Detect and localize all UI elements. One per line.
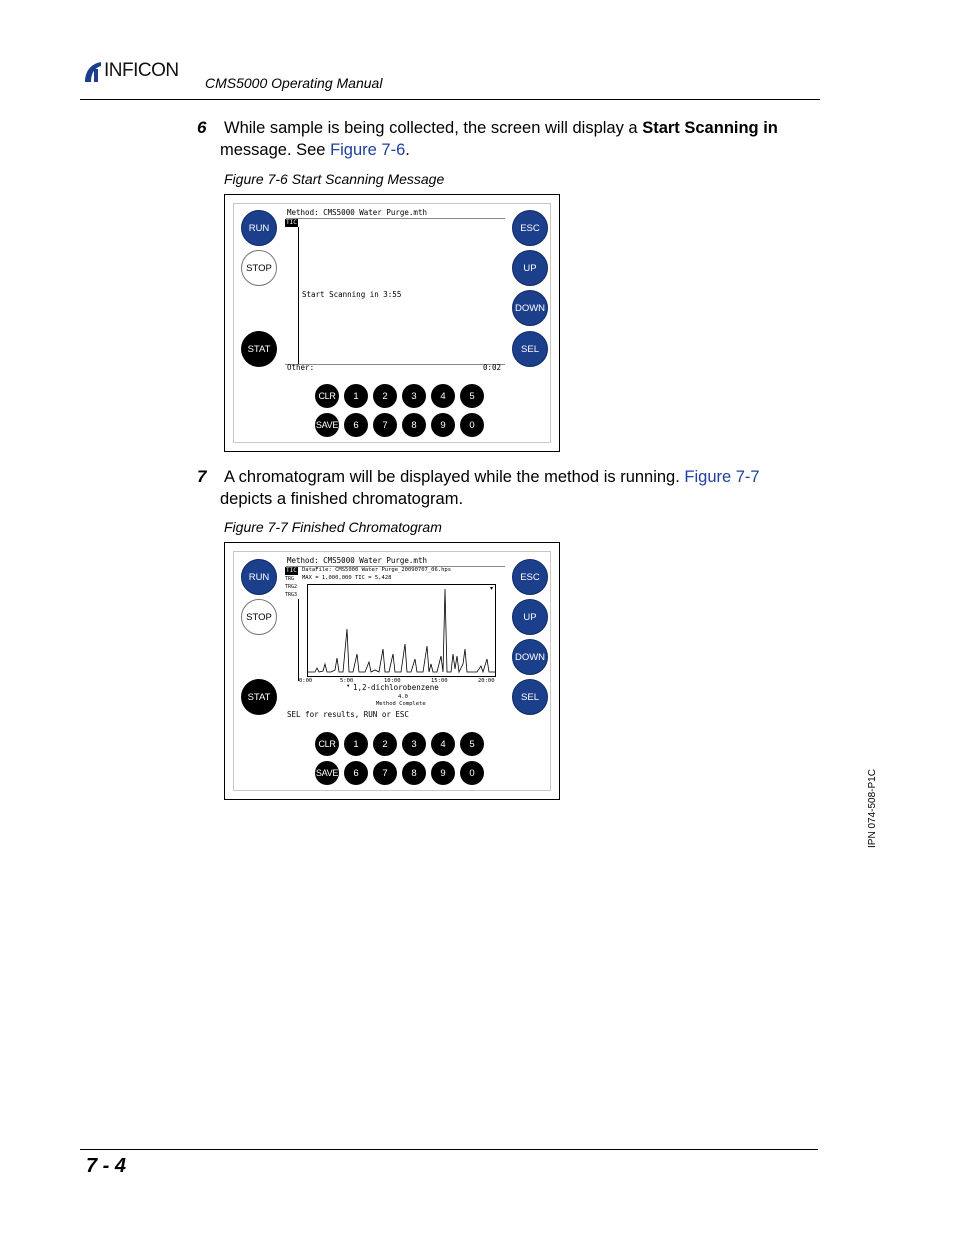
plot-axis-x	[285, 364, 505, 365]
ipn-label: IPN 074-508-P1C	[867, 769, 878, 848]
tic-tag: TIC	[286, 219, 297, 226]
marker-triangle-icon: ▼	[347, 683, 350, 688]
step-text-part: .	[405, 141, 410, 159]
retention-time: 4.0	[398, 694, 408, 700]
step-text-part: depicts a finished chromatogram.	[220, 490, 464, 508]
x-tick-label: 10:00	[384, 678, 401, 684]
key-5[interactable]: 5	[460, 384, 484, 408]
figure-caption: Figure 7-7 Finished Chromatogram	[224, 519, 442, 535]
stat-button[interactable]: STAT	[241, 679, 277, 715]
figure-link[interactable]: Figure 7-6	[330, 141, 406, 159]
step-text-part: message. See	[220, 141, 331, 159]
header-rule	[80, 99, 820, 100]
down-button[interactable]: DOWN	[512, 639, 548, 675]
key-clr[interactable]: CLR	[315, 732, 339, 756]
trace-label: TRG	[285, 576, 295, 582]
key-clr[interactable]: CLR	[315, 384, 339, 408]
key-1[interactable]: 1	[344, 732, 368, 756]
esc-button[interactable]: ESC	[512, 559, 548, 595]
datafile-label: DataFile: CMS5000 Water Purge_20090707_06.hps	[302, 567, 452, 573]
method-label: Method: CMS5000 Water Purge.mth	[287, 556, 427, 565]
sel-button[interactable]: SEL	[512, 679, 548, 715]
step-text-part: While sample is being collected, the screen will display a	[224, 119, 643, 137]
key-2[interactable]: 2	[373, 732, 397, 756]
elapsed-time: 0:02	[483, 363, 502, 372]
run-button[interactable]: RUN	[241, 210, 277, 246]
other-label: Other:	[287, 363, 315, 372]
key-0[interactable]: 0	[460, 413, 484, 437]
manual-title: CMS5000 Operating Manual	[205, 75, 383, 91]
key-8[interactable]: 8	[402, 413, 426, 437]
step-number: 6	[197, 118, 207, 137]
logo-mark-icon	[82, 60, 104, 84]
stat-button[interactable]: STAT	[241, 331, 277, 367]
key-1[interactable]: 1	[344, 384, 368, 408]
figure-link[interactable]: Figure 7-7	[684, 468, 760, 486]
esc-button[interactable]: ESC	[512, 210, 548, 246]
key-0[interactable]: 0	[460, 761, 484, 785]
key-2[interactable]: 2	[373, 384, 397, 408]
key-4[interactable]: 4	[431, 384, 455, 408]
key-4[interactable]: 4	[431, 732, 455, 756]
device-screen	[233, 203, 551, 443]
tic-tag: TIC	[286, 567, 297, 574]
key-7[interactable]: 7	[373, 761, 397, 785]
up-button[interactable]: UP	[512, 250, 548, 286]
stop-button[interactable]: STOP	[241, 250, 277, 286]
key-6[interactable]: 6	[344, 413, 368, 437]
stop-button[interactable]: STOP	[241, 599, 277, 635]
key-save[interactable]: SAVE	[315, 413, 339, 437]
chromatogram-plot	[307, 584, 497, 678]
screen-divider	[286, 218, 505, 219]
down-button[interactable]: DOWN	[512, 290, 548, 326]
footer-rule	[80, 1149, 818, 1150]
figure-caption: Figure 7-6 Start Scanning Message	[224, 171, 445, 187]
trace-label: TRG2	[285, 584, 298, 590]
x-tick-label: 15:00	[431, 678, 448, 684]
key-7[interactable]: 7	[373, 413, 397, 437]
trace-label: TRG3	[285, 592, 298, 598]
logo-text: INFICON	[104, 60, 179, 81]
figure-start-scanning	[224, 194, 560, 452]
sel-button[interactable]: SEL	[512, 331, 548, 367]
step-text	[220, 466, 824, 510]
plot-axis-y	[298, 227, 299, 365]
prompt-text: SEL for results, RUN or ESC	[287, 710, 409, 719]
key-9[interactable]: 9	[431, 413, 455, 437]
plot-axis-y	[298, 599, 299, 681]
page-number: 7 - 4	[86, 1155, 127, 1177]
key-5[interactable]: 5	[460, 732, 484, 756]
step-text-bold: Start Scanning in	[642, 119, 778, 137]
key-3[interactable]: 3	[402, 732, 426, 756]
step-text-part: A chromatogram will be displayed while the method is running.	[224, 468, 685, 486]
inficon-logo	[82, 60, 194, 84]
key-8[interactable]: 8	[402, 761, 426, 785]
up-button[interactable]: UP	[512, 599, 548, 635]
x-tick-label: 0:00	[299, 678, 313, 684]
run-button[interactable]: RUN	[241, 559, 277, 595]
key-9[interactable]: 9	[431, 761, 455, 785]
x-tick-label: 20:00	[478, 678, 495, 684]
figure-finished-chromatogram	[224, 542, 560, 800]
method-status: Method Complete	[376, 701, 426, 707]
start-scanning-message: Start Scanning in 3:55	[302, 290, 402, 299]
step-text	[220, 117, 824, 161]
method-label: Method: CMS5000 Water Purge.mth	[287, 208, 427, 217]
key-save[interactable]: SAVE	[315, 761, 339, 785]
key-6[interactable]: 6	[344, 761, 368, 785]
max-tic-readout: MAX = 1,000,000 TIC = 5,428	[302, 575, 392, 581]
x-tick-label: 5:00	[340, 678, 354, 684]
step-number: 7	[197, 467, 207, 486]
compound-name: 1,2-dichlorobenzene	[353, 683, 439, 692]
key-3[interactable]: 3	[402, 384, 426, 408]
